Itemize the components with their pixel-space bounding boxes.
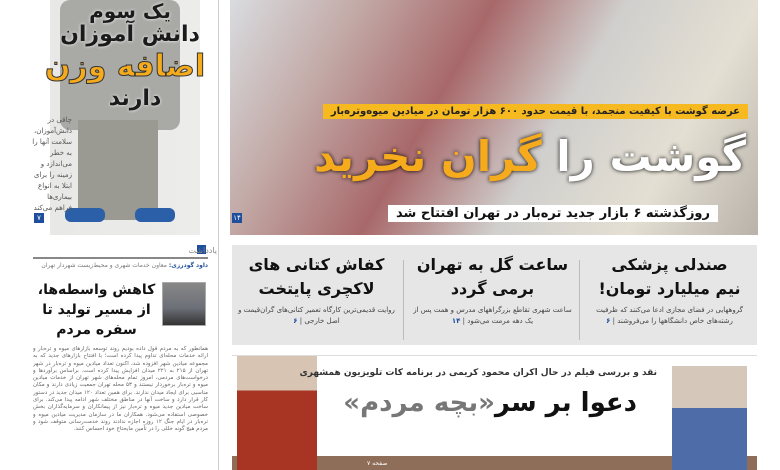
features-strip [232, 245, 757, 345]
divider [33, 257, 208, 259]
feature-desc: روایت قدیمی‌ترین کارگاه تعمیر کتانی‌های گران‌قیمت و اصل خارجی [238, 306, 395, 325]
divider [403, 260, 404, 340]
host-photo [672, 366, 747, 470]
page-number[interactable]: ۱۴ [233, 214, 241, 222]
film-headline [343, 388, 637, 418]
note-headline[interactable]: کاهش واسطه‌ها، از مسیر تولید تا سفره مردم [37, 282, 156, 338]
column-divider [218, 0, 219, 470]
kid-story-photo[interactable] [0, 0, 228, 235]
film-story[interactable] [232, 355, 757, 470]
feature-desc: گروههایی در فضای مجازی ادعا می‌کنند که ظرفیت رشته‌های خاص دانشگاهها را می‌فروشند [596, 306, 743, 325]
author-name: داود گودرزی: [168, 262, 208, 269]
feature-title: برمی گردد [450, 279, 535, 298]
kid-description: چاقی در دانش‌آموزان، سلامت آنها را به خطر می‌اندازد و زمینه را برای ابتلا به انواع بیماری‌ها فراهم می‌کند [32, 116, 72, 212]
divider [579, 260, 580, 340]
page-number[interactable]: ۶ [293, 317, 298, 325]
film-subtitle: نقد و بررسی فیلم در حال اکران محمود کریمی در برنامه کات تلویزیون همشهری [299, 368, 657, 378]
kid-title-line3: اضافه وزن [44, 49, 206, 84]
lead-bottom-line: روزگذشته ۶ بازار جدید تره‌بار در تهران افتتاح شد [388, 205, 718, 222]
kid-legs [78, 120, 158, 220]
lead-story-photo[interactable] [230, 0, 758, 235]
shoe [135, 208, 175, 222]
feature-desc: ساعت شهری تقاطع بزرگراههای مدرس و همت پس از یک دهه مرمت می‌شود [413, 306, 572, 325]
kid-title-line4: دارند [108, 86, 162, 111]
feature-item[interactable]: ساعت گل به تهران برمی گردد ساعت شهری تقاطع بزرگراههای مدرس و همت پس از یک دهه مرمت می‌شود | ۱۴ [410, 253, 575, 327]
feature-item[interactable]: کفاش کتانی های لاکچری پایتخت روایت قدیمی‌ترین کارگاه تعمیر کتانی‌های گران‌قیمت و اصل خارجی | ۶ [234, 253, 399, 327]
author-role: معاون خدمات شهری و محیط‌زیست شهردار تهران [41, 262, 167, 269]
lead-subtitle: عرضه گوشت با کیفیت منجمد، با قیمت حدود ۶۰۰ هزار تومان در میادین میوه‌و‌تره‌بار [323, 104, 748, 119]
feature-title: ساعت گل به تهران [416, 255, 569, 274]
feature-title: لاکچری پایتخت [258, 279, 375, 298]
kid-title-line2: دانش آموزان [60, 22, 200, 47]
headline-gray: «بچه مردم» [343, 388, 495, 418]
note-column [33, 280, 208, 470]
note-label: یادداشت [188, 246, 217, 255]
page-number[interactable]: ۱۴ [451, 317, 461, 325]
feature-item[interactable]: صندلی پزشکی نیم میلیارد تومان! گروههایی در فضای مجازی ادعا می‌کنند که ظرفیت رشته‌های خاص دانشگاهها را می‌فروشند | ۶ [587, 253, 752, 327]
feature-title: صندلی پزشکی [611, 255, 728, 274]
author-line [41, 262, 208, 269]
note-body: همانطور که به مردم قول داده بودیم روند توسعه بازارهای میوه و تره‌بار و ارائه خدمات محله‌ای تداوم پیدا کرده است؛ با افتتاح بازارهای جدید که به مجموعه میادین شهر افزوده شد، اکنون تعداد میادین میوه و تره‌بار در شهر تهران از ۲۱۵ به ۲۲۱ میدان افزایش پیدا کرده است. براساس برآوردها و درخواست‌های مردمی، امروز تمام محله‌های شهر تهران از خدمات میادین میوه و تره‌بار برخوردار نیستند و ۵۳ محله تهران جمعیت زیادی دارند و مکان مناسبی برای ایجاد میدان ندارند. برای همین تعداد ۱۲۰ میدان جدید در دستور کار قرار دارد و ساخت آنها در مناطق مختلف شهر ادامه پیدا می‌کند. برای ساخت میادین جدید میوه و تره‌بار نیز از پیمانکاران و سرمایه‌گذاران بخش خصوصی استفاده می‌شود. همکاران ما در سازمان مدیریت میادین میوه و تره‌بار در ایام جنگ ۱۲ روزه اجازه ندادند روند خدمت‌رسانی متوقف شود و مردم هیچ گونه خللی را در تأمین مایحتاج خود احساس کنند. [33, 346, 208, 433]
feature-title: نیم میلیارد تومان! [598, 279, 741, 298]
page-number[interactable]: ۷ [34, 213, 44, 223]
headline-white: گوشت را [556, 132, 746, 181]
page-number[interactable]: ۶ [606, 317, 611, 325]
headline-yellow: گران نخرید [314, 132, 542, 181]
feature-title: کفاش کتانی های [248, 255, 385, 274]
page-number[interactable]: صفحه ۷ [367, 460, 388, 467]
lead-headline[interactable] [314, 132, 746, 182]
kid-title-line1: یک سوم [89, 0, 171, 23]
headline-dark: دعوا بر سر [494, 388, 637, 418]
